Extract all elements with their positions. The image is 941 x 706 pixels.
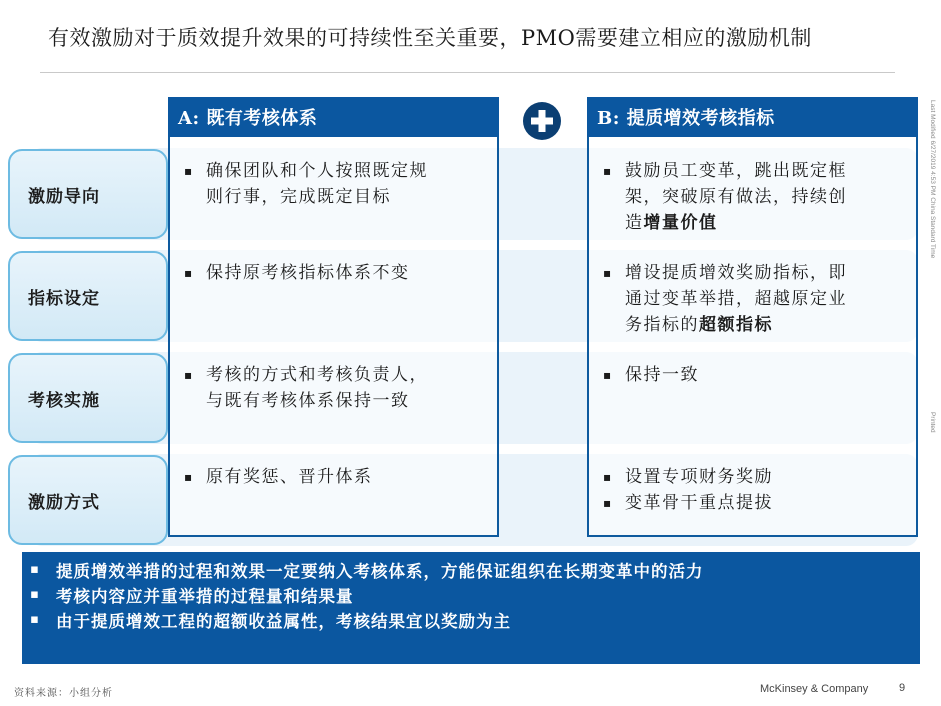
highlight-text: 增量价值 — [643, 213, 718, 233]
banner-item: ▪ 由于提质增效工程的超额收益属性，考核结果宜以奖励为主 — [30, 611, 511, 631]
title-divider — [40, 72, 895, 73]
list-item: ▪ 鼓励员工变革，跳出既定框 架，突破原有做法，持续创 造增量价值 — [603, 161, 847, 233]
column-b-header: B: 提质增效考核指标 — [587, 97, 918, 137]
page-title: 有效激励对于质效提升效果的可持续性至关重要，PMO需要建立相应的激励机制 — [48, 26, 812, 50]
list-item: ▪ 考核的方式和考核负责人， 与既有考核体系保持一致 — [184, 365, 428, 411]
cell-a-row1 — [184, 158, 494, 210]
cell-b-row2 — [603, 260, 913, 338]
cell-b-row1 — [603, 158, 913, 236]
cell-a-row3 — [184, 362, 494, 414]
highlight-text: 超额指标 — [699, 315, 773, 335]
source-note: 资料来源：小组分析 — [14, 688, 113, 699]
last-modified-note: Last Modified 6/27/2019 4:53 PM China Standard Time — [929, 100, 936, 259]
list-item: ▪ 保持原考核指标体系不变 — [184, 263, 410, 283]
summary-banner — [22, 552, 920, 664]
printed-note: Printed — [929, 412, 936, 433]
row-label-metric-setting: 指标设定 — [8, 251, 168, 341]
company-name: McKinsey & Company — [760, 683, 869, 695]
cell-b-row4 — [603, 464, 913, 516]
list-item: ▪ 保持一致 — [603, 365, 699, 385]
list-item: ▪ 设置专项财务奖励 — [603, 467, 773, 487]
list-item: ▪ 变革骨干重点提拔 — [603, 493, 773, 513]
plus-circle-icon — [522, 101, 562, 141]
banner-item: ▪ 提质增效举措的过程和效果一定要纳入考核体系，方能保证组织在长期变革中的活力 — [30, 561, 704, 581]
row-label-assessment-implementation: 考核实施 — [8, 353, 168, 443]
list-item: ▪ 增设提质增效奖励指标，即 通过变革举措，超越原定业 务指标的超额指标 — [603, 263, 847, 335]
banner-item: ▪ 考核内容应并重举措的过程量和结果量 — [30, 586, 354, 606]
cell-a-row4 — [184, 464, 494, 490]
row-label-incentive-orientation: 激励导向 — [8, 149, 168, 239]
cell-b-row3 — [603, 362, 913, 388]
column-a-header: A: 既有考核体系 — [168, 97, 499, 137]
page-number: 9 — [899, 682, 906, 694]
list-item: ▪ 原有奖惩、晋升体系 — [184, 467, 373, 487]
list-item: ▪ 确保团队和个人按照既定规 则行事，完成既定目标 — [184, 161, 428, 207]
cell-a-row2 — [184, 260, 494, 286]
row-label-incentive-method: 激励方式 — [8, 455, 168, 545]
